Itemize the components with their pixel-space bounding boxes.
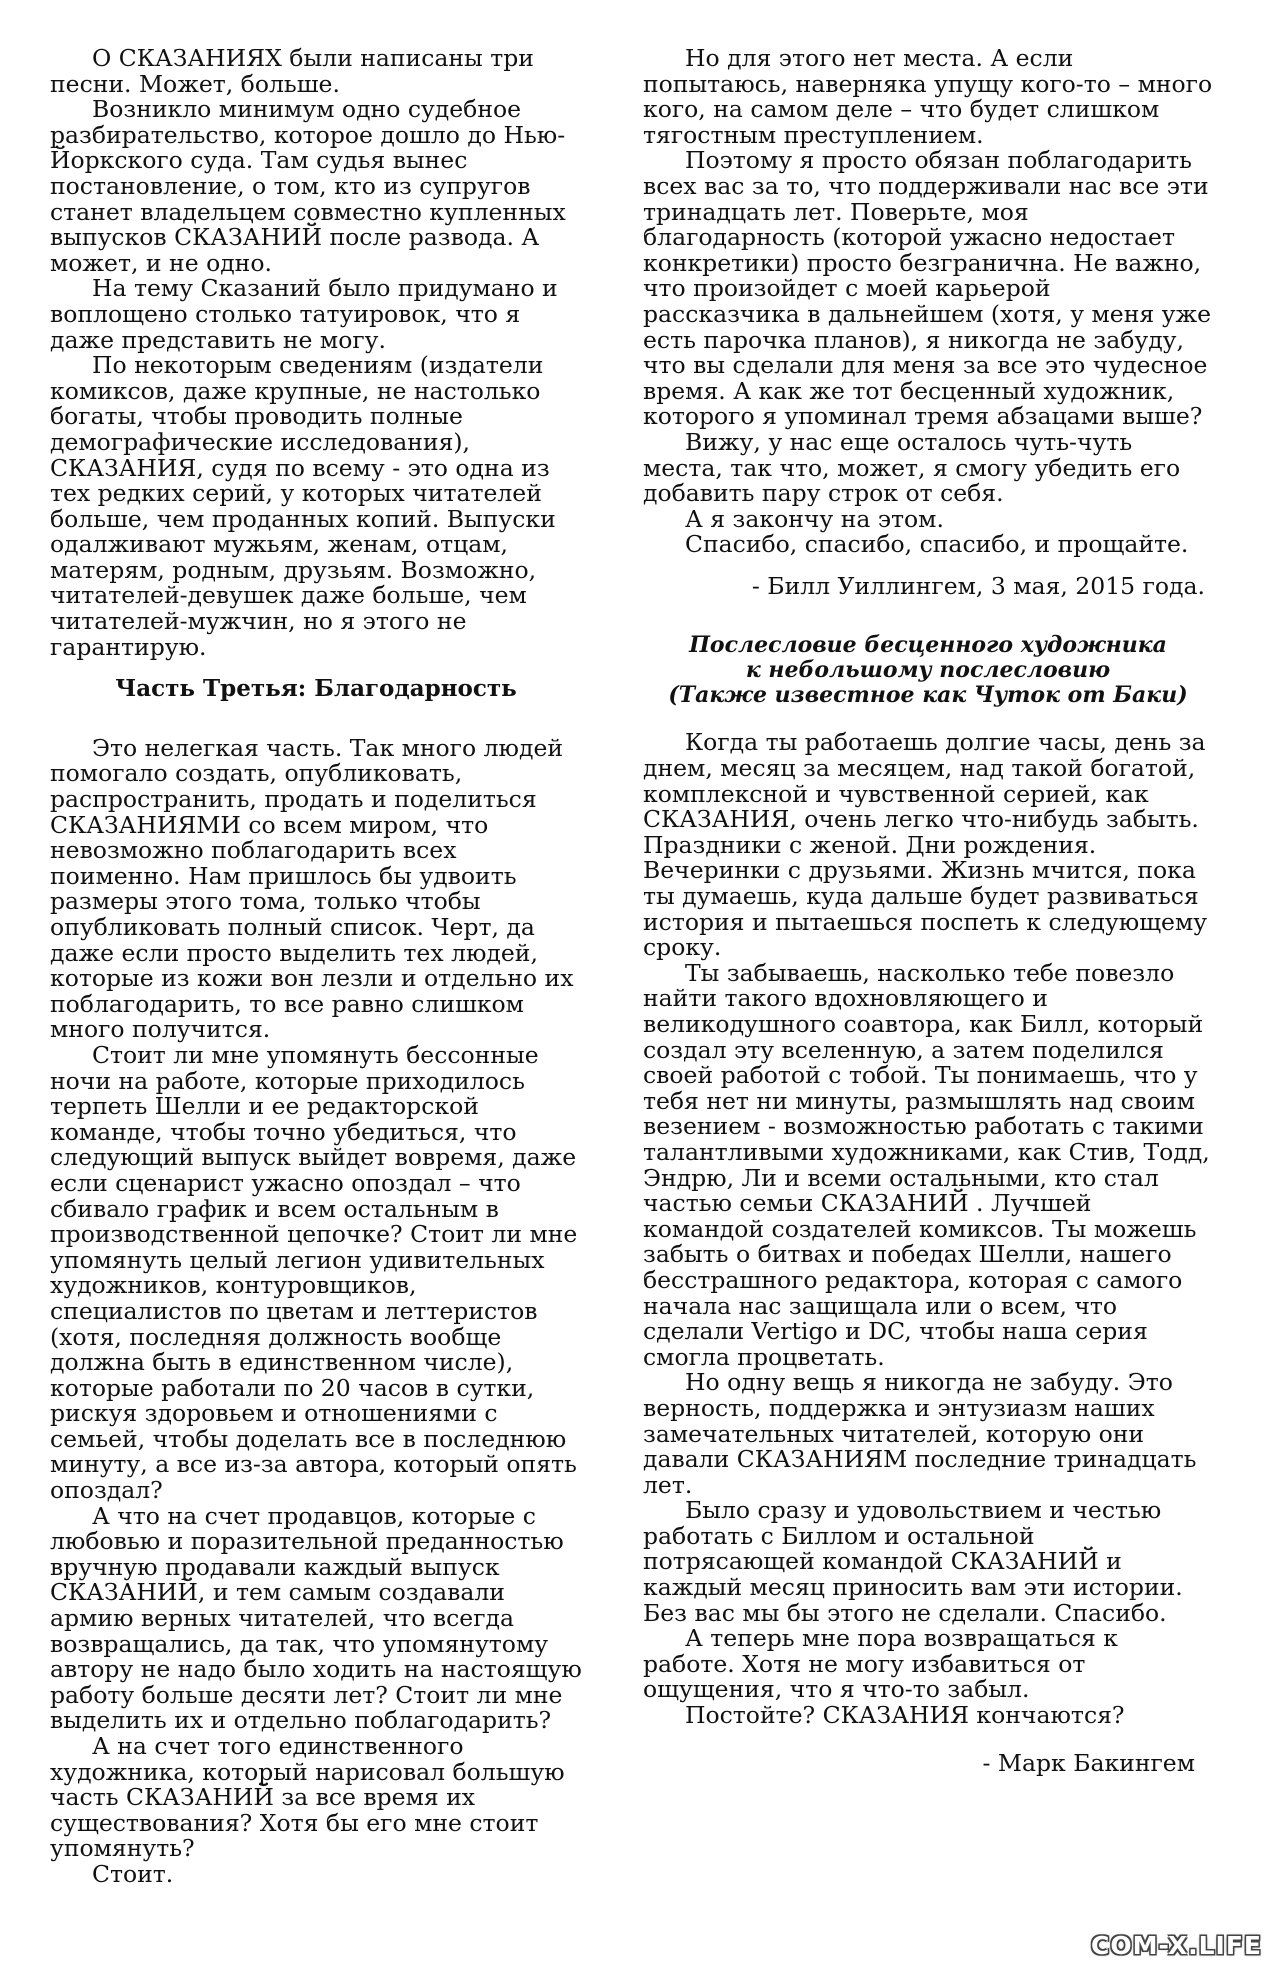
paragraph: Когда ты работаешь долгие часы, день за днем, месяц за месяцем, над такой богатой, комплексной и чувственной серией, как СКАЗАНИЯ, очень легко что-нибудь забыть. Праздники с женой. Дни рождения. Вечеринки с друзьями. Жизнь мчится, пока ты думаешь, куда дальше будет развиваться история и пытаешься поспеть к следующему сроку. [643,728,1208,962]
paragraph: Стоит ли мне упомянуть бессонные ночи на работе, которые приходилось терпеть Шелли и ее редакторской команде, чтобы точно убедиться, что следующий выпуск выйдет вовремя, даже если сценарист ужасно опоздал – что сбивало график и всем остальным в производственной цепочке? Стоит ли мне упомянуть целый легион удивительных художников, контуровщиков, специалистов по цветам и леттеристов (хотя, последняя должность вообще должна быть в единственном числе), которые работали по 20 часов в сутки, рискуя здоровьем и отношениями с семьей, чтобы доделать все в последнюю минуту, а все из-за автора, который опять опоздал? [50,1040,578,1505]
thanks-text [50,733,582,1888]
paragraph: На тему Сказаний было придумано и воплощено столько татуировок, что я даже представить не могу. [50,274,558,354]
paragraph: Постойте? СКАЗАНИЯ кончаются? [685,1701,1125,1730]
closing-text [643,46,1213,558]
afterword-title-line: к небольшому послесловию [745,657,1111,684]
afterword-title-line: Послесловие бесценного художника [689,632,1167,659]
section-heading: Часть Третья: Благодарность [115,675,517,703]
artist-signature: - Марк Бакингем [982,1748,1195,1777]
paragraph: Поэтому я просто обязан поблагодарить всех вас за то, что поддерживали нас все эти тринадцать лет. Поверьте, моя благодарность (которой ужасно недостает конкретики) просто безгранична. Не важно, что произойдет с моей карьерой рассказчика в дальнейшем (хотя, у меня уже есть парочка планов), я никогда не забуду, что вы сделали для меня за все это чудесное время. А как же тот бесценный художник, которого я упоминал тремя абзацами выше? [643,146,1212,431]
paragraph: По некоторым сведениям (издатели комиксов, даже крупные, не настолько богаты, чтобы проводить полные демографические исследования), СКАЗАНИЯ, судя по всему - это одна из тех редких серий, у которых читателей больше, чем проданных копий. Выпуски одалживают мужьям, женам, отцам, матерям, родным, друзьям. Возможно, читателей-девушек даже больше, чем читателей-мужчин, но я этого не гарантирую. [50,351,556,661]
paragraph: Стоит. [92,1859,174,1888]
paragraph: Но одну вещь я никогда не забуду. Это верность, поддержка и энтузиазм наших замечательных читателей, которую они давали СКАЗАНИЯМ последние тринадцать лет. [643,1368,1197,1499]
left-column [50,46,582,1888]
paragraph: Но для этого нет места. А если попытаюсь, наверняка упущу кого-то – много кого, на самом деле – что будет слишком тягостным преступлением. [643,44,1213,149]
paragraph: А теперь мне пора возвращаться к работе. Хотя не могу избавиться от ощущения, что я что-то забыл. [643,1624,1118,1704]
afterword-text [643,730,1213,1728]
paragraph: Было сразу и удовольствием и честью работать с Биллом и остальной потрясающей командой СКАЗАНИЙ и каждый месяц приносить вам эти истории. Без вас мы бы этого не сделали. Спасибо. [643,1496,1183,1627]
site-watermark: COM-X.LIFE [1091,1931,1262,1960]
author-signature: - Билл Уиллингем, 3 мая, 2015 года. [751,571,1205,600]
right-column [643,46,1213,1776]
afterword-title-line: (Также известное как Чуток от Баки) [668,682,1188,709]
paragraph: Ты забываешь, насколько тебе повезло найти такого вдохновляющего и великодушного соавтора, как Билл, который создал эту вселенную, а затем поделился своей работой с тобой. Ты понимаешь, что у тебя нет ни минуты, размышлять над своим везением - возможностью работать с такими талантливыми художниками, как Стив, Тодд, Эндрю, Ли и всеми остальными, кто стал частью семьи СКАЗАНИЙ . Лучшей командой создателей комиксов. Ты можешь забыть о битвах и победах Шелли, нашего бесстрашного редактора, которая с самого начала нас защищала или о всем, что сделали Vertigo и DC, чтобы наша серия смогла процветать. [643,958,1210,1371]
paragraph: А я закончу на этом. [685,504,944,533]
afterword-title [643,633,1213,708]
paragraph: О СКАЗАНИЯХ были написаны три песни. Может, больше. [50,44,534,98]
intro-text [50,46,582,660]
paragraph: А что на счет продавцов, которые с любовью и поразительной преданностью вручную продавали каждый выпуск СКАЗАНИЙ, и тем самым создавали армию верных читателей, что всегда возвращались, да так, что упомянутому автору не надо было ходить на настоящую работу больше десяти лет? Стоит ли мне выделить их и отдельно поблагодарить? [50,1501,582,1735]
paragraph: А на счет того единственного художника, который нарисовал большую часть СКАЗАНИЙ за все время их существования? Хотя бы его мне стоит упомянуть? [50,1732,565,1863]
paragraph: Вижу, у нас еще осталось чуть-чуть места, так что, может, я смогу убедить его добавить пару строк от себя. [643,427,1181,508]
paragraph: Это нелегкая часть. Так много людей помогало создать, опубликовать, распространить, продать и поделиться СКАЗАНИЯМИ со всем миром, что невозможно поблагодарить всех поименно. Нам пришлось бы удвоить размеры этого тома, только чтобы опубликовать полный список. Черт, да даже если просто выделить тех людей, которые из кожи вон лезли и отдельно их поблагодарить, то все равно слишком много получится. [50,733,574,1044]
paragraph: Возникло минимум одно судебное разбирательство, которое дошло до Нью-Йоркского суда. Там судья вынес постановление, о том, кто из супругов станет владельцем совместно купленных выпусков СКАЗАНИЙ после развода. А может, и не одно. [50,95,566,277]
paragraph: Спасибо, спасибо, спасибо, и прощайте. [685,530,1189,559]
